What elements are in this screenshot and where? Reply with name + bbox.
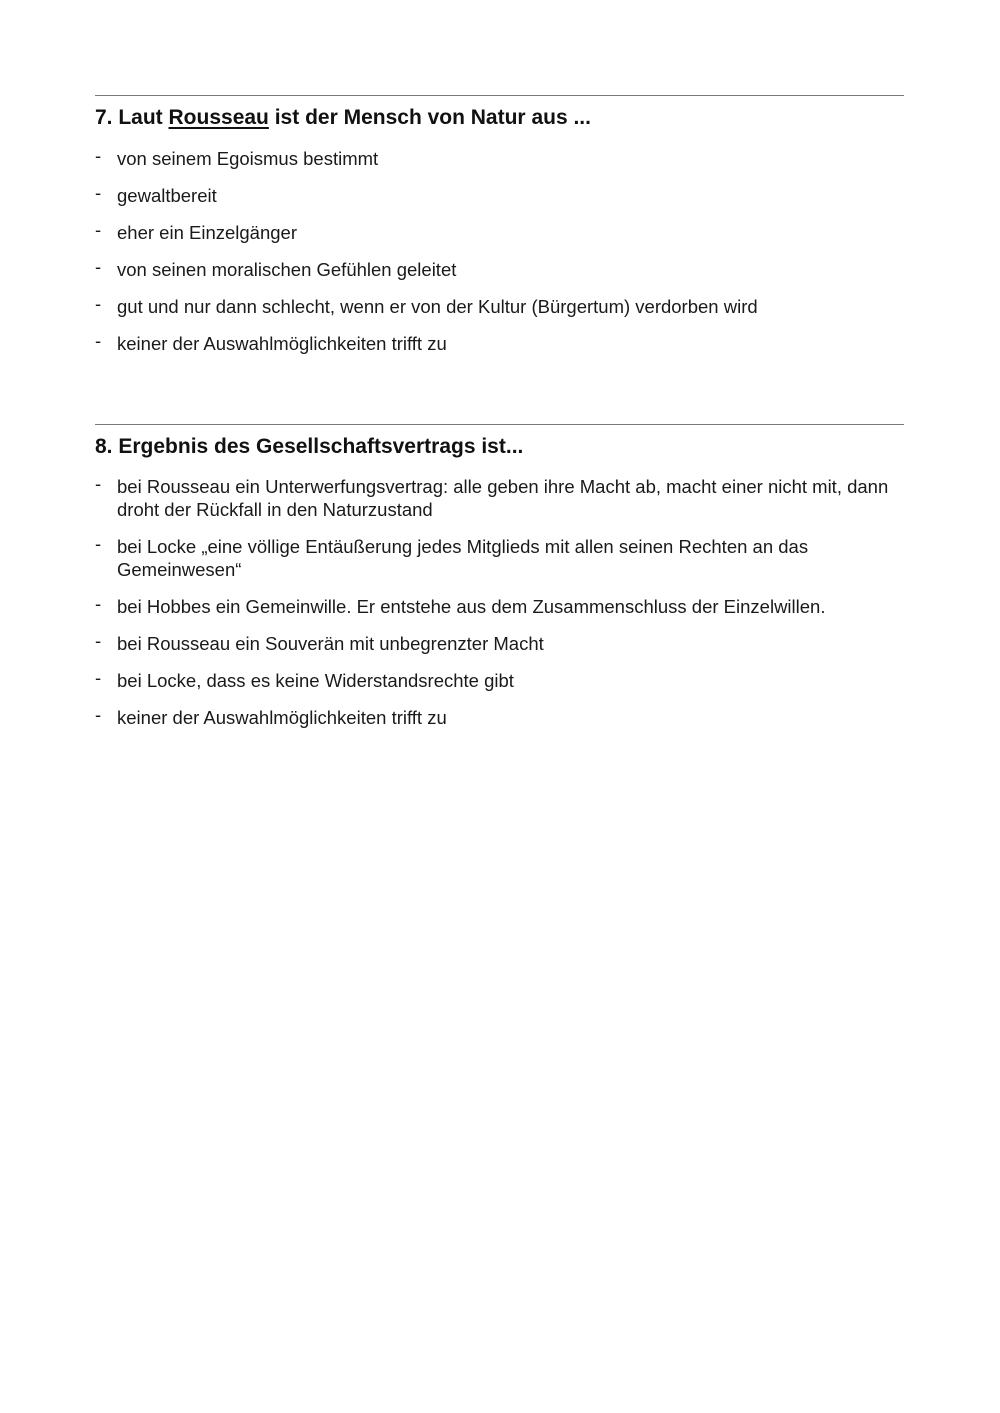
answer-option[interactable] <box>95 332 904 355</box>
answer-option-label: keiner der Auswahlmöglichkeiten trifft zu <box>117 707 447 728</box>
question-title: 7. Laut Rousseau ist der Mensch von Natur aus ... <box>95 106 591 129</box>
dash-bullet: - <box>95 667 102 688</box>
question-8 <box>95 424 904 743</box>
answer-option-label: von seinem Egoismus bestimmt <box>117 148 379 169</box>
dash-bullet: - <box>95 330 102 351</box>
answer-option-label: bei Hobbes ein Gemeinwille. Er entstehe aus dem Zusammenschluss der Einzelwillen. <box>117 596 826 617</box>
question-title: 8. Ergebnis des Gesellschaftsvertrags ist... <box>95 435 524 458</box>
answer-option[interactable] <box>95 258 904 281</box>
dash-bullet: - <box>95 145 102 166</box>
dash-bullet: - <box>95 630 102 651</box>
underlined-term: Rousseau <box>168 106 269 129</box>
answer-option[interactable] <box>95 475 904 521</box>
dash-bullet: - <box>95 593 102 614</box>
dash-bullet: - <box>95 704 102 725</box>
dash-bullet: - <box>95 182 102 203</box>
divider <box>95 424 904 425</box>
answer-option-label: keiner der Auswahlmöglichkeiten trifft zu <box>117 333 447 354</box>
answer-option-label: bei Rousseau ein Souverän mit unbegrenzter Macht <box>117 633 544 654</box>
answer-options <box>95 147 904 355</box>
answer-option-label: bei Locke, dass es keine Widerstandsrechte gibt <box>117 670 514 691</box>
answer-option[interactable] <box>95 221 904 244</box>
question-7 <box>95 95 904 369</box>
answer-option-label: gewaltbereit <box>117 185 217 206</box>
dash-bullet: - <box>95 293 102 314</box>
answer-option-label: gut und nur dann schlecht, wenn er von der Kultur (Bürgertum) verdorben wird <box>117 296 758 317</box>
answer-option[interactable] <box>95 706 904 729</box>
answer-option-label: bei Rousseau ein Unterwerfungsvertrag: alle geben ihre Macht ab, macht einer nicht mit, dann droht der Rückfall in den Naturzustand <box>117 476 889 520</box>
divider <box>95 95 904 96</box>
answer-options <box>95 475 904 729</box>
answer-option[interactable] <box>95 535 904 581</box>
dash-bullet: - <box>95 256 102 277</box>
answer-option[interactable] <box>95 632 904 655</box>
answer-option-label: bei Locke „eine völlige Entäußerung jedes Mitglieds mit allen seinen Rechten an das Gemeinwesen“ <box>117 536 809 580</box>
answer-option[interactable] <box>95 595 904 618</box>
answer-option-label: eher ein Einzelgänger <box>117 222 297 243</box>
answer-option[interactable] <box>95 184 904 207</box>
answer-option-label: von seinen moralischen Gefühlen geleitet <box>117 259 457 280</box>
dash-bullet: - <box>95 219 102 240</box>
answer-option[interactable] <box>95 147 904 170</box>
answer-option[interactable] <box>95 295 904 318</box>
dash-bullet: - <box>95 533 102 554</box>
answer-option[interactable] <box>95 669 904 692</box>
dash-bullet: - <box>95 473 102 494</box>
